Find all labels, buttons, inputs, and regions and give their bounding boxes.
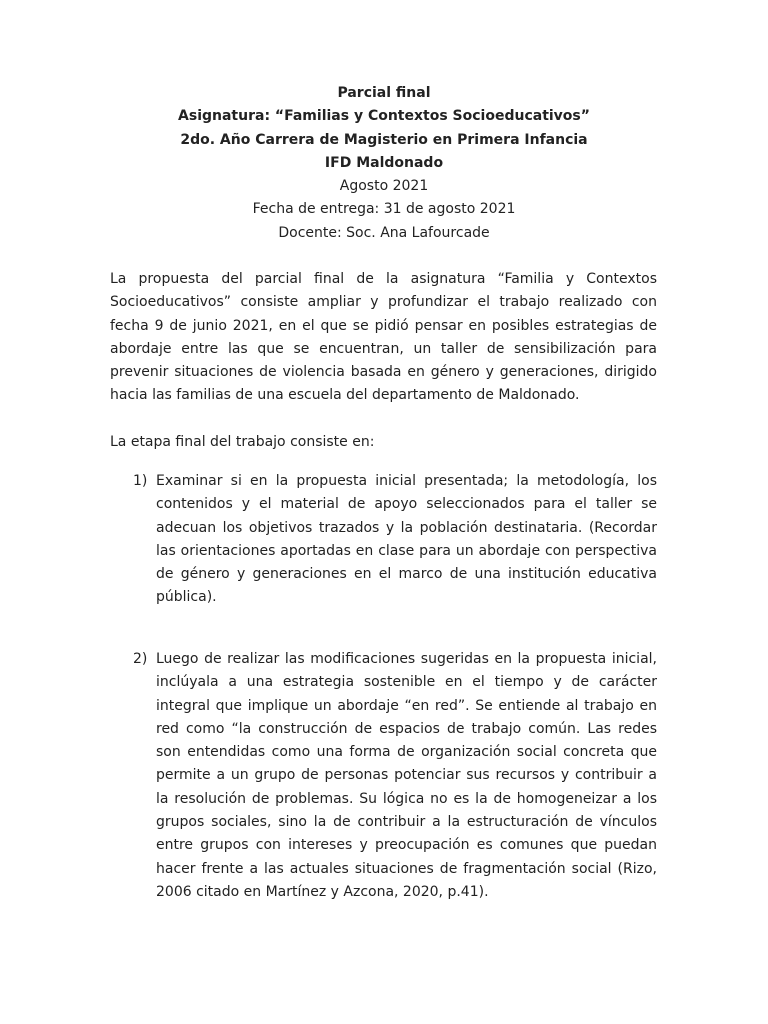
list-item [133,648,657,904]
teacher-line: Docente: Soc. Ana Lafourcade [278,224,490,241]
intro-paragraph: La propuesta del parcial final de la asignatura “Familia y Contextos Socioeducativos” consiste ampliar y profundizar el trabajo realizado con fecha 9 de junio 2021, en el que se pidió pensar en posibles estrategias de abordaje entre las que se encuentran, un taller de sensibilización para prevenir situaciones de violencia basada en género y generaciones, dirigido hacia las familias de una escuela del departamento de Maldonado. [110,271,657,404]
list-item-number: 2) [133,651,148,667]
task-lead-paragraph: La etapa final del trabajo consiste en: [110,434,375,450]
date-line: Agosto 2021 [339,178,429,195]
list-item [133,470,657,610]
due-date-line: Fecha de entrega: 31 de agosto 2021 [252,201,516,218]
list-item-number: 1) [133,473,148,489]
document-header [0,82,768,245]
list-item-text: Luego de realizar las modificaciones sugeridas en la propuesta inicial, inclúyala a una estrategia sostenible en el tiempo y de carácter integral que implique un abordaje “en red”. Se entiende al trabajo en red como “la construcción de espacios de trabajo común. Las redes son entendidas como una forma de organización social concreta que permite a un grupo de personas potenciar sus recursos y contribuir a la resolución de problemas. Su lógica no es la de homogeneizar a los grupos sociales, sino la de contribuir a la estructuración de vínculos entre grupos con intereses y preocupación es comunes que puedan hacer frente a las actuales situaciones de fragmentación social (Rizo, 2006 citado en Martínez y Azcona, 2020, p.41). [156,651,657,900]
institute-line: IFD Maldonado [324,154,444,171]
course-line: 2do. Año Carrera de Magisterio en Primera Infancia [180,131,588,148]
subject-line: Asignatura: “Familias y Contextos Socioeducativos” [178,108,590,125]
document-title: Parcial final [337,85,431,101]
list-item-text: Examinar si en la propuesta inicial presentada; la metodología, los contenidos y el material de apoyo seleccionados para el taller se adecuan los objetivos trazados y la población destinataria. (Recordar las orientaciones aportadas en clase para un abordaje con perspectiva de género y generaciones en el marco de una institución educativa pública). [156,473,657,606]
